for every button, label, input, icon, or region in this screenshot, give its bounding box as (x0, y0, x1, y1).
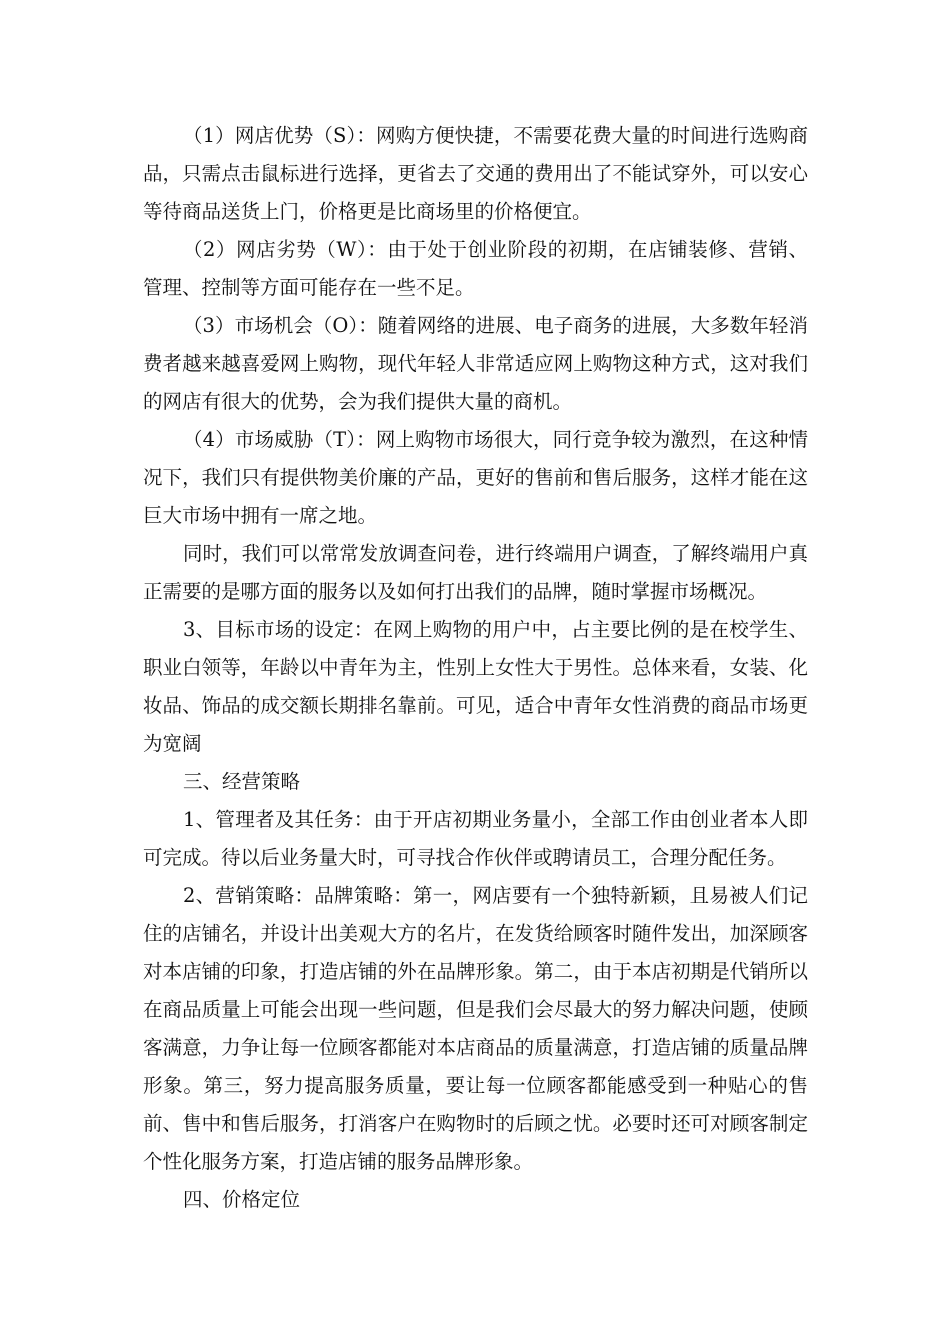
document-body (143, 117, 808, 1219)
paragraph-market-threats: （4）市场威胁（T）：网上购物市场很大，同行竞争较为激烈，在这种情况下，我们只有提供物美价廉的产品，更好的售前和售后服务，这样才能在这巨大市场中拥有一席之地。 (143, 428, 808, 527)
section-heading-business-strategy: 三、经营策略 (183, 770, 301, 793)
paragraph-target-market: 3、目标市场的设定：在网上购物的用户中，占主要比例的是在校学生、职业白领等，年龄以中青年为主，性别上女性大于男性。总体来看，女装、化妆品、饰品的成交额长期排名靠前。可见，适合中青年女性消费的商品市场更为宽阔 (143, 618, 808, 755)
paragraph-user-survey: 同时，我们可以常常发放调查问卷，进行终端用户调查，了解终端用户真正需要的是哪方面的服务以及如何打出我们的品牌，随时掌握市场概况。 (143, 542, 808, 603)
paragraph-store-weaknesses: （2）网店劣势（W）：由于处于创业阶段的初期，在店铺装修、营销、管理、控制等方面可能存在一些不足。 (143, 238, 808, 299)
paragraph-market-opportunities: （3）市场机会（O）：随着网络的进展、电子商务的进展，大多数年轻消费者越来越喜爱网上购物，现代年轻人非常适应网上购物这种方式，这对我们的网店有很大的优势，会为我们提供大量的商机。 (143, 314, 808, 413)
paragraph-marketing-strategy: 2、营销策略：品牌策略：第一，网店要有一个独特新颖，且易被人们记住的店铺名，并设计出美观大方的名片，在发货给顾客时随件发出，加深顾客对本店铺的印象，打造店铺的外在品牌形象。第二，由于本店初期是代销所以在商品质量上可能会出现一些问题，但是我们会尽最大的努力解决问题，使顾客满意，力争让每一位顾客都能对本店商品的质量满意，打造店铺的质量品牌形象。第三，努力提高服务质量，要让每一位顾客都能感受到一种贴心的售前、售中和售后服务，打消客户在购物时的后顾之忧。必要时还可对顾客制定个性化服务方案，打造店铺的服务品牌形象。 (143, 884, 808, 1173)
paragraph-store-strengths: （1）网店优势（S）：网购方便快捷，不需要花费大量的时间进行选购商品，只需点击鼠标进行选择，更省去了交通的费用出了不能试穿外，可以安心等待商品送货上门，价格更是比商场里的价格便宜。 (143, 124, 808, 223)
paragraph-manager-tasks: 1、管理者及其任务：由于开店初期业务量小，全部工作由创业者本人即可完成。待以后业务量大时，可寻找合作伙伴或聘请员工，合理分配任务。 (143, 808, 808, 869)
section-heading-price-positioning: 四、价格定位 (183, 1188, 301, 1211)
